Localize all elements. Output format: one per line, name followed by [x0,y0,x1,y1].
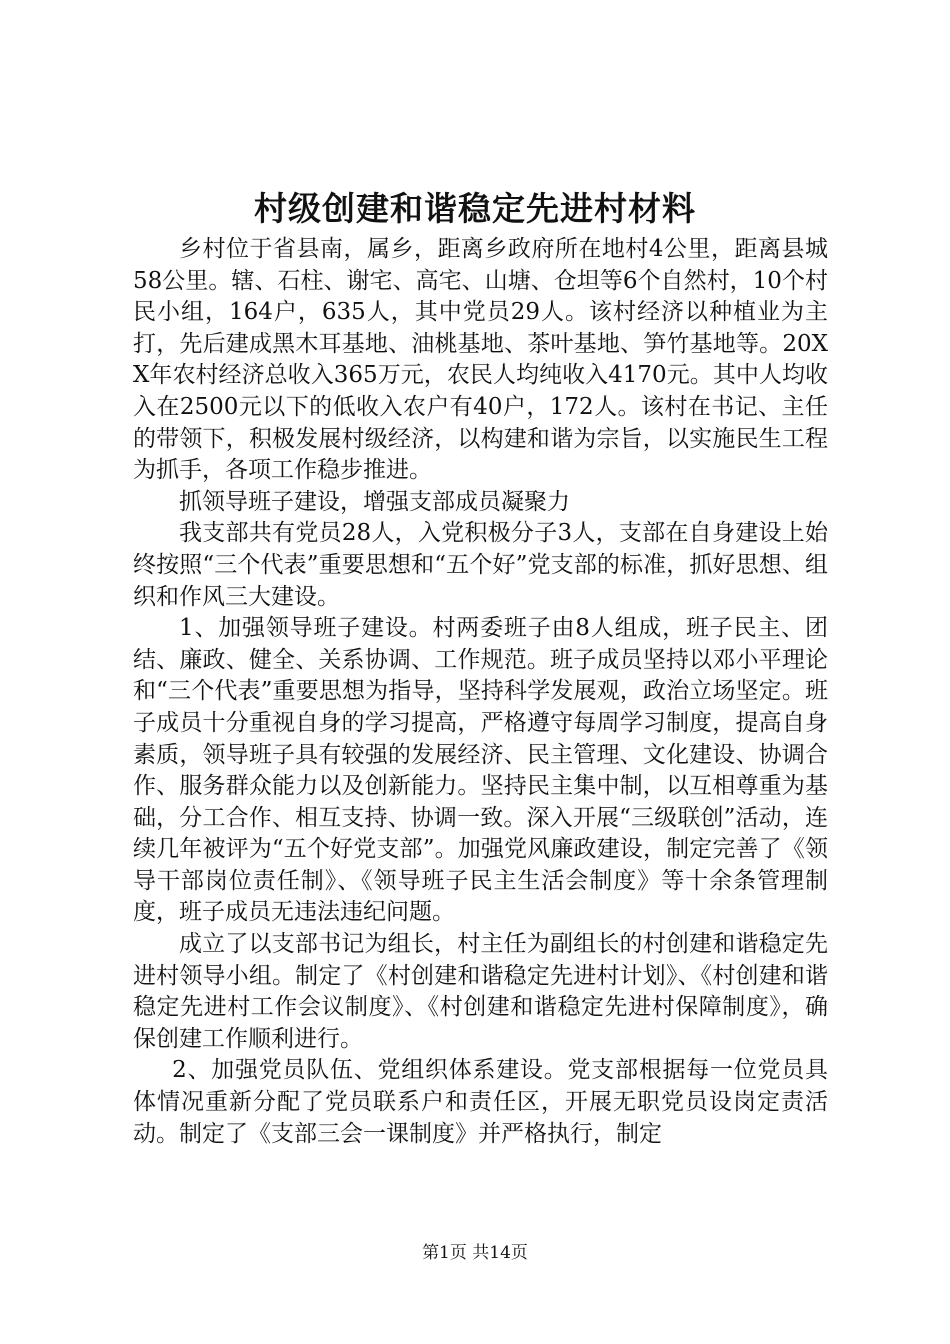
page-number-footer: 第1页 共14页 [422,1243,528,1263]
paragraph-leading-group: 成立了以支部书记为组长，村主任为副组长的村创建和谐稳定先进村领导小组。制定了《村创建和谐稳定先进村计划》、《村创建和谐稳定先进村工作会议制度》、《村创建和谐稳定先进村保障制度》，确保创建工作顺利进行。 [133,931,828,1052]
paragraph-leadership-building: 1、加强领导班子建设。村两委班子由8人组成，班子民主、团结、廉政、健全、关系协调、工作规范。班子成员坚持以邓小平理论和“三个代表”重要思想为指导，坚持科学发展观，政治立场坚定。班子成员十分重视自身的学习提高，严格遵守每周学习制度，提高自身素质，领导班子具有较强的发展经济、民主管理、文化建设、协调合作、服务群众能力以及创新能力。坚持民主集中制，以互相尊重为基础，分工合作、相互支持、协调一致。深入开展“三级联创”活动，连续几年被评为“五个好党支部”。加强党风廉政建设，制定完善了《领导干部岗位责任制》、《领导班子民主生活会制度》等十余条管理制度，班子成员无违法违纪问题。 [133,615,828,926]
document-title: 村级创建和谐稳定先进村材料 [254,189,696,228]
paragraph-section-heading: 抓领导班子建设，增强支部成员凝聚力 [179,488,570,515]
document-body [133,234,828,1150]
paragraph-party-branch: 我支部共有党员28人，入党积极分子3人，支部在自身建设上始终按照“三个代表”重要思想和“五个好”党支部的标准，抓好思想、组织和作风三大建设。 [133,520,828,610]
paragraph-village-overview: 乡村位于省县南，属乡，距离乡政府所在地村4公里，距离县城58公里。辖、石柱、谢宅、高宅、山塘、仓坦等6个自然村，10个村民小组，164户，635人，其中党员29人。该村经济以种植业为主打，先后建成黑木耳基地、油桃基地、茶叶基地、笋竹基地等。20XX年农村经济总收入365万元，农民人均纯收入4170元。其中人均收入在2500元以下的低收入农户有40户，172人。该村在书记、主任的带领下，积极发展村级经济，以构建和谐为宗旨，以实施民生工程为抓手，各项工作稳步推进。 [133,236,828,484]
paragraph-party-members: 2、加强党员队伍、党组织体系建设。党支部根据每一位党员具体情况重新分配了党员联系户和责任区，开展无职党员设岗定责活动。制定了《支部三会一课制度》并严格执行，制定 [133,1057,828,1147]
